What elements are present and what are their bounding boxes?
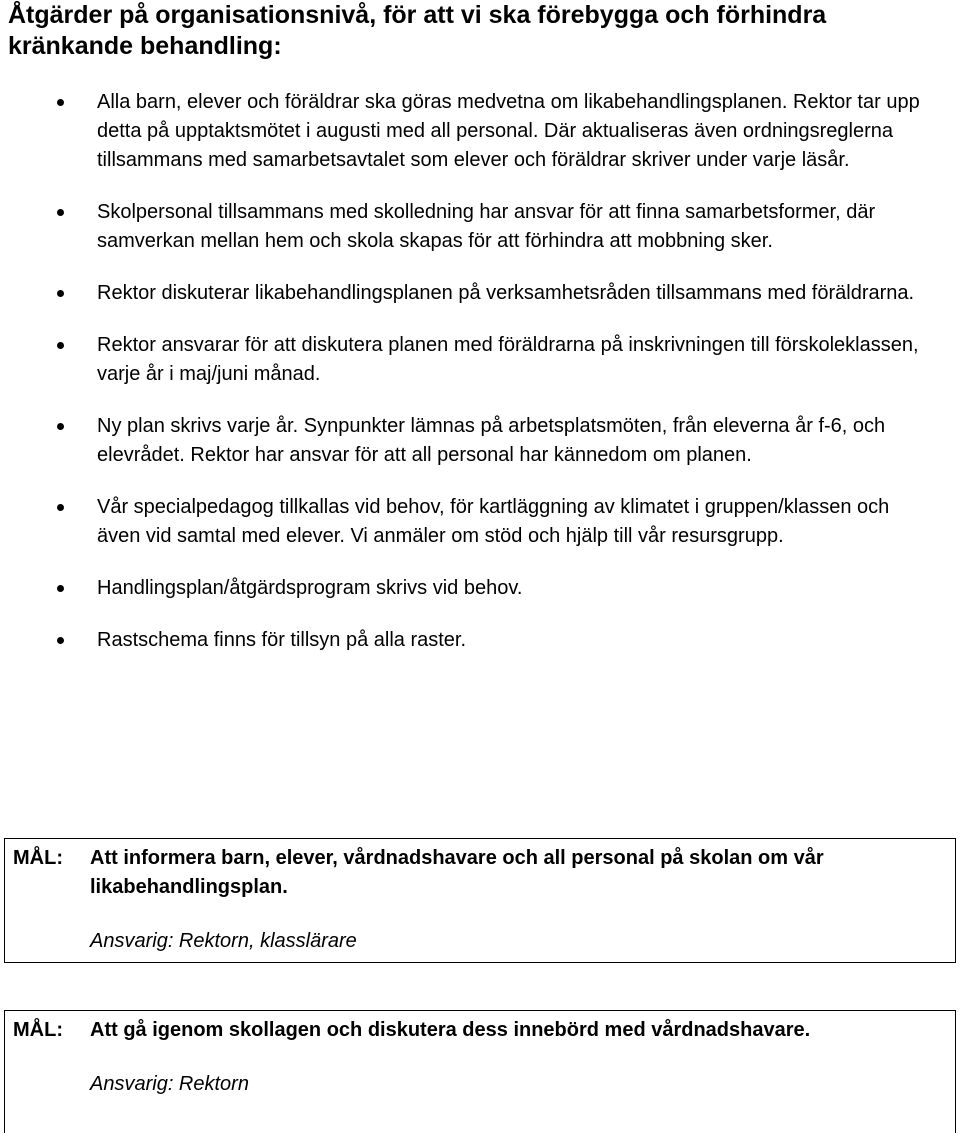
bullet-icon xyxy=(57,342,64,349)
goal-label: MÅL: xyxy=(13,847,63,869)
bullet-icon xyxy=(57,209,64,216)
list-item xyxy=(0,574,960,603)
list-item xyxy=(0,331,960,389)
list-item-text: Rastschema finns för tillsyn på alla raster. xyxy=(97,629,467,651)
goal-statement xyxy=(5,1011,955,1045)
list-item-text: Vår specialpedagog tillkallas vid behov, för kartläggning av klimatet i gruppen/klassen och även vid samtal med elever. Vi anmäler om stöd och hjälp till vår resursgrupp. xyxy=(97,496,890,547)
list-item xyxy=(0,198,960,256)
goal-responsible: Ansvarig: Rektorn xyxy=(90,1073,249,1095)
section-heading: Åtgärder på organisationsnivå, för att vi ska förebygga och förhindra kränkande behandling: xyxy=(8,1,827,60)
list-item xyxy=(0,88,960,175)
bullet-icon xyxy=(57,99,64,106)
list-item xyxy=(0,279,960,308)
list-item xyxy=(0,412,960,470)
goal-label: MÅL: xyxy=(13,1019,63,1041)
list-item-text: Rektor ansvarar för att diskutera planen med föräldrarna på inskrivningen till förskoleklassen, varje år i maj/juni månad. xyxy=(97,334,919,385)
list-item xyxy=(0,493,960,551)
bullet-icon xyxy=(57,423,64,430)
goal-box xyxy=(4,1010,956,1133)
goal-text: Att informera barn, elever, vårdnadshavare och all personal på skolan om vår likabehandlingsplan. xyxy=(90,847,824,898)
list-item-text: Handlingsplan/åtgärdsprogram skrivs vid behov. xyxy=(97,577,523,599)
list-item-text: Alla barn, elever och föräldrar ska göras medvetna om likabehandlingsplanen. Rektor tar upp detta på upptaktsmötet i augusti med all personal. Där aktualiseras även ordningsreglerna tillsammans med samarbetsavtalet som elever och föräldrar skriver under varje läsår. xyxy=(97,91,920,171)
bullet-icon xyxy=(57,504,64,511)
bullet-icon xyxy=(57,637,64,644)
goal-text: Att gå igenom skollagen och diskutera dess innebörd med vårdnadshavare. xyxy=(90,1019,811,1041)
goal-statement xyxy=(5,839,955,902)
goal-responsible: Ansvarig: Rektorn, klasslärare xyxy=(90,930,357,952)
list-item xyxy=(0,626,960,655)
goal-box xyxy=(4,838,956,963)
measures-list xyxy=(0,88,960,678)
bullet-icon xyxy=(57,290,64,297)
list-item-text: Skolpersonal tillsammans med skolledning har ansvar för att finna samarbetsformer, där samverkan mellan hem och skola skapas för att förhindra att mobbning sker. xyxy=(97,201,876,252)
list-item-text: Ny plan skrivs varje år. Synpunkter lämnas på arbetsplatsmöten, från eleverna år f-6, och elevrådet. Rektor har ansvar för att all personal har kännedom om planen. xyxy=(97,415,886,466)
bullet-icon xyxy=(57,585,64,592)
list-item-text: Rektor diskuterar likabehandlingsplanen på verksamhetsråden tillsammans med föräldrarna. xyxy=(97,282,915,304)
